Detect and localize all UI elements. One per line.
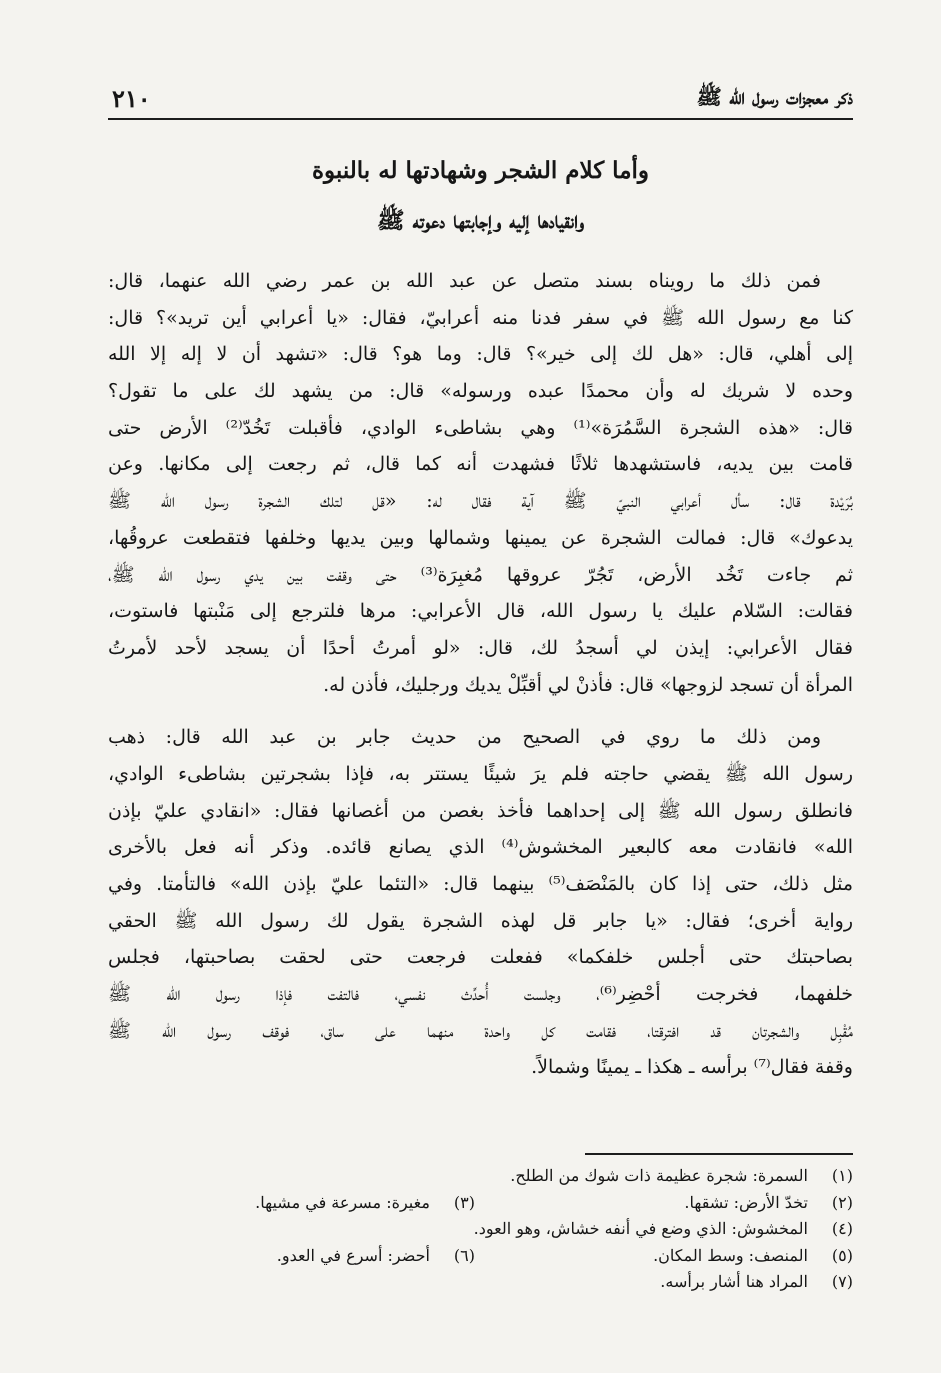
text-line: بصاحبتك حتى أجلس خلفكما» ففعلت فرجعت حتى لحقت بصاحبتها، فجلس [108, 946, 853, 969]
body-text [108, 263, 853, 1102]
text-line: وحده لا شريك له وأن محمدًا عبده ورسوله» قال: من يشهد لك على ما تقول؟ [108, 380, 853, 403]
text-line: ومن ذلك ما روي في الصحيح من حديث جابر بن عبد الله قال: ذهب [108, 726, 821, 749]
section-heading [108, 146, 853, 246]
paragraph-1 [108, 263, 853, 703]
heading-line-2: وانقيادها إليه وإجابتها دعوته ﷺ [376, 207, 585, 234]
text-line: إلى أهلي، قال: «هل لك إلى خير»؟ قال: وما هو؟ قال: «تشهد أن لا إله إلا الله [108, 343, 853, 366]
text-line: بُرَيْدة قال: سأل أعرابي النبيّ ﷺ آية فقال له: «قل لتلك الشجرة رسول الله ﷺ [108, 490, 853, 513]
text-line: قال: «هذه الشجرة السَّمُرَة»⁽¹⁾ وهي بشاطىء الوادي، فأقبلت تَخُدّ⁽²⁾ الأرض حتى [108, 416, 853, 439]
footnote-1 [108, 1163, 853, 1190]
text-line: فمن ذلك ما رويناه بسند متصل عن عبد الله بن عمر رضي الله عنهما، قال: [108, 270, 821, 292]
footnote-number: (٤) [831, 1219, 853, 1238]
footnote-7 [108, 1269, 853, 1296]
text-line: خلفهما، فخرجت أحْضِر⁽⁶⁾، وجلست أُحدِّث نفسي، فالتفت فإذا رسول الله ﷺ [108, 983, 853, 1006]
footnote-number: (٣) [453, 1192, 475, 1212]
footnotes [108, 1163, 853, 1296]
footnote-text: أحضر: أسرع في العدو. [276, 1245, 430, 1265]
text-line: الله» فانقادت معه كالبعير المخشوش⁽⁴⁾ الذي يصانع قائده. وذكر أنه فعل بالأخرى [108, 836, 853, 859]
footnote-text: المراد هنا أشار برأسه. [660, 1272, 808, 1291]
text-line: رسول الله ﷺ يقضي حاجته فلم يرَ شيئًا يستتر به، فإذا بشجرتين بشاطىء الوادي، [108, 762, 853, 785]
heading-line-1: وأما كلام الشجر وشهادتها له بالنبوة [311, 157, 650, 184]
footnote-number: (١) [831, 1166, 853, 1185]
text-line: كنا مع رسول الله ﷺ في سفر فدنا منه أعرابيّ، فقال: «يا أعرابي أين تريد»؟ قال: [108, 306, 853, 329]
footnote-3 [255, 1190, 475, 1217]
footnote-text: مغيرة: مسرعة في مشيها. [255, 1192, 430, 1212]
footnote-divider [585, 1153, 853, 1155]
book-page [108, 78, 853, 1338]
page-header [108, 78, 853, 120]
footnote-2-3 [108, 1190, 853, 1217]
footnote-4 [108, 1216, 853, 1243]
footnote-text: السمرة: شجرة عظيمة ذات شوك من الطلح. [510, 1166, 808, 1185]
text-line: مُقْبِل والشجرتان قد افترقتا، فقامت كل واحدة منهما على ساق، فوقف رسول الله ﷺ [108, 1019, 853, 1042]
text-line: رواية أخرى؛ فقال: «يا جابر قل لهذه الشجرة يقول لك رسول الله ﷺ الحقي [108, 909, 853, 932]
footnote-text: تخدّ الأرض: تشقها. [684, 1192, 808, 1212]
footnote-text: المخشوش: الذي وضع في أنفه خشاش، وهو العود. [473, 1219, 808, 1238]
footnote-number: (٥) [831, 1245, 853, 1265]
footnote-6 [277, 1243, 475, 1270]
text-line: المرأة أن تسجد لزوجها» قال: فأذنْ لي أقبِّلْ يديك ورجليك، فأذن له. [323, 673, 853, 696]
text-line: فانطلق رسول الله ﷺ إلى إحداهما فأخذ بغصن من أغصانها فقال: «انقادي عليّ بإذن [108, 799, 853, 822]
footnote-text: المنصف: وسط المكان. [653, 1245, 808, 1265]
page-number: ٢١٠ [112, 84, 151, 113]
footnote-number: (٧) [831, 1272, 853, 1291]
text-line: ثم جاءت تَخُد الأرض، تَجُرّ عروقها مُغبِرَة⁽³⁾ حتى وقفت بين يدي رسول الله ﷺ، [108, 563, 853, 586]
text-line: فقالت: السّلام عليك يا رسول الله، قال الأعرابي: مرها فلترجع إلى مَنْبتها فاستوت، [108, 600, 853, 623]
text-line: قامت بين يديه، فاستشهدها ثلاثًا فشهدت أنه كما قال، ثم رجعت إلى مكانها. وعن [108, 453, 853, 476]
footnote-number: (٢) [831, 1192, 853, 1212]
footnote-number: (٦) [453, 1245, 475, 1265]
text-line: يدعوك» قال: فمالت الشجرة عن يمينها وشمالها وبين يديها وخلفها فتقطعت عروقُها، [108, 526, 853, 549]
text-line: فقال الأعرابي: إيذن لي أسجدُ لك، قال: «لو أمرتُ أحدًا أن يسجد لأحد لأمرتُ [108, 636, 853, 659]
text-line: مثل ذلك، حتى إذا كان بالمَنْصَف⁽⁵⁾ بينهما قال: «التئما عليّ بإذن الله» فالتأمتا. وفي [108, 873, 853, 895]
running-title: ذكر معجزات رسول الله ﷺ [696, 84, 853, 109]
text-line: وقفة فقال⁽⁷⁾ برأسه ـ هكذا ـ يمينًا وشمالاً. [531, 1056, 853, 1079]
paragraph-2 [108, 719, 853, 1086]
footnote-5-6 [108, 1243, 853, 1270]
